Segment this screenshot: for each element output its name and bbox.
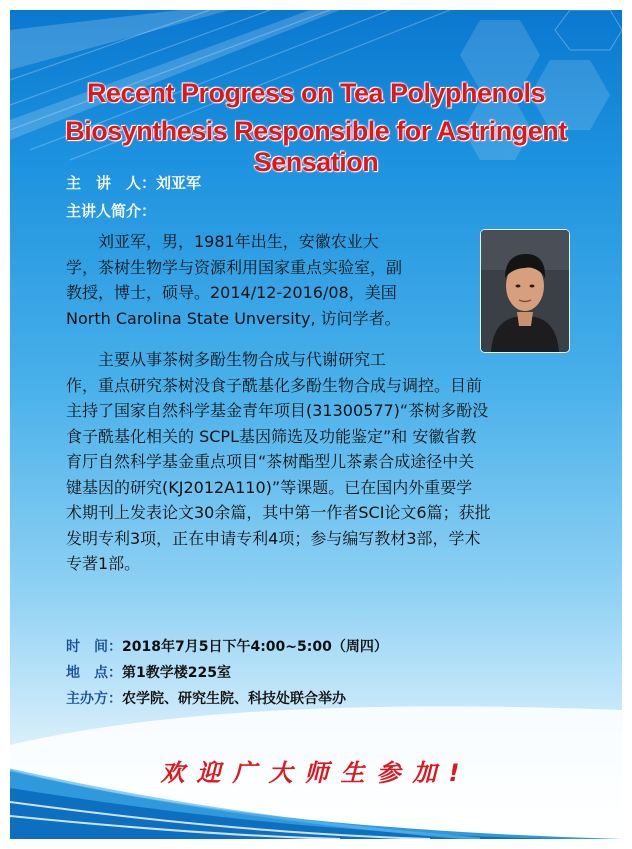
bio-line: 教授，博士，硕导。2014/12-2016/08，美国 bbox=[66, 283, 397, 302]
bio-line: 学，茶树生物学与资源利用国家重点实验室，副 bbox=[66, 257, 403, 277]
research-line: 主要从事茶树多酚生物合成与代谢研究工 bbox=[66, 350, 387, 369]
speaker-row bbox=[66, 172, 201, 193]
research-line: 作，重点研究茶树没食子酰基化多酚生物合成与调控。目前 bbox=[66, 375, 483, 395]
time-label: 时 间： bbox=[66, 639, 122, 655]
place-value: 第1教学楼225室 bbox=[122, 665, 231, 681]
speaker-research bbox=[66, 347, 576, 577]
place-label: 地 点： bbox=[66, 665, 122, 681]
research-line: 主持了国家自然科学基金青年项目(31300577)“茶树多酚没 bbox=[66, 401, 489, 420]
research-line: 发明专利3项，正在申请专利4项；参与编写教材3部，学术 bbox=[66, 528, 481, 548]
research-line: 育厅自然科学基金重点项目“茶树酯型儿茶素合成途径中关 bbox=[66, 452, 475, 471]
time-value: 2018年7月5日下午4:00~5:00（周四） bbox=[122, 639, 388, 655]
host-label: 主办方： bbox=[66, 691, 122, 707]
event-host bbox=[66, 688, 346, 708]
talk-title-line-1: Recent Progress on Tea Polyphenols bbox=[86, 78, 546, 108]
research-line: 键基因的研究(KJ2012A110)”等课题。已在国内外重要学 bbox=[66, 477, 473, 497]
speaker-photo bbox=[480, 229, 570, 353]
research-line: 专著1部。 bbox=[66, 554, 141, 573]
bio-line: North Carolina State Unversity, 访问学者。 bbox=[66, 308, 401, 328]
research-line: 食子酰基化相关的 SCPL基因筛选及功能鉴定”和 安徽省教 bbox=[66, 426, 477, 446]
research-line: 术期刊上发表论文30余篇，其中第一作者SCI论文6篇；获批 bbox=[66, 503, 491, 522]
event-time bbox=[66, 636, 388, 656]
speaker-name: 刘亚军 bbox=[156, 174, 202, 192]
speaker-label: 主 讲 人： bbox=[66, 174, 157, 192]
talk-title-line-2: Biosynthesis Responsible for Astringent Sensation bbox=[65, 116, 567, 177]
event-place bbox=[66, 662, 231, 682]
host-value: 农学院、研究生院、科技处联合举办 bbox=[122, 691, 346, 707]
bio-line: 刘亚军，男，1981年出生，安徽农业大 bbox=[66, 232, 379, 251]
speaker-intro-label: 主讲人简介： bbox=[66, 202, 157, 220]
welcome-banner: 欢迎广大师生参加! bbox=[160, 759, 472, 787]
